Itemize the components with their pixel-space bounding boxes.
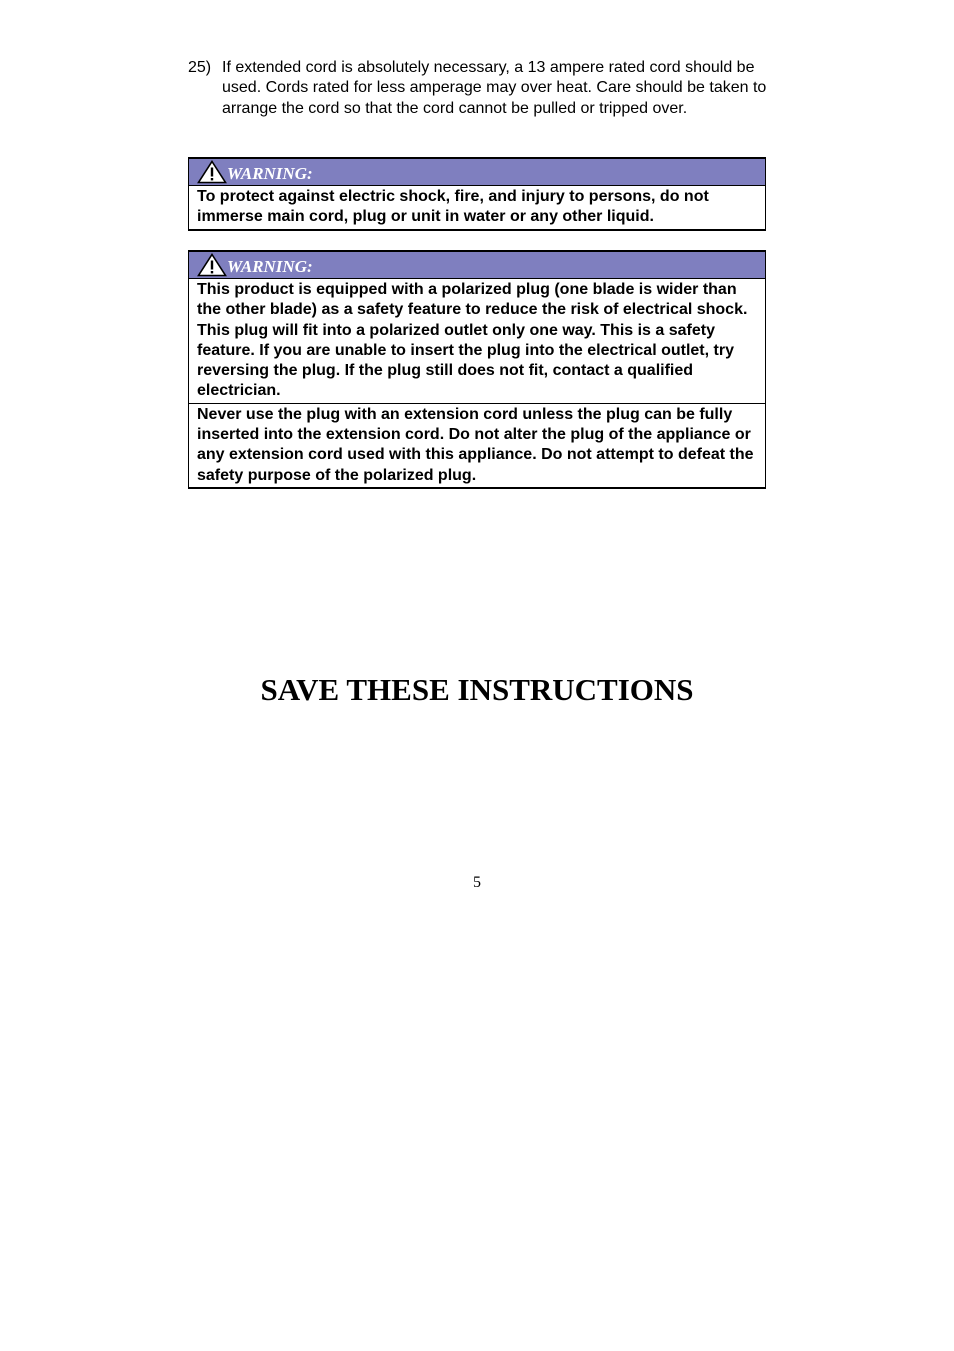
warning-box-immersion bbox=[188, 157, 766, 231]
warning-header bbox=[189, 252, 765, 279]
instruction-number: 25) bbox=[188, 59, 212, 76]
save-instructions-title: SAVE THESE INSTRUCTIONS bbox=[260, 672, 694, 707]
warning-label: WARNING: bbox=[227, 164, 313, 183]
warning-box-polarized-plug bbox=[188, 250, 766, 489]
instruction-text: If extended cord is absolutely necessary, a 13 ampere rated cord should be used. Cords rated for less amperage may over heat. Care should be taken to arrange the cord so that the cord cannot be pulled or tripped over. bbox=[222, 59, 767, 117]
page-number: 5 bbox=[473, 874, 481, 891]
warning-text: To protect against electric shock, fire, and injury to persons, do not immerse main cord, plug or unit in water or any other liquid. bbox=[197, 188, 709, 226]
warning-triangle-icon bbox=[197, 253, 227, 277]
warning-label: WARNING: bbox=[227, 257, 313, 276]
instruction-item-25 bbox=[188, 58, 768, 119]
warning-text-polarized-plug: This product is equipped with a polarized plug (one blade is wider than the other blade) as a safety feature to reduce the risk of electrical shock. This plug will fit into a polarized outlet only one way. This is a safety feature. If you are unable to insert the plug into the electrical outlet, try reversing the plug. If the plug still does not fit, contact a qualified electrician. bbox=[197, 281, 748, 400]
warning-header bbox=[189, 159, 765, 186]
warning-triangle-icon bbox=[197, 160, 227, 184]
warning-text-extension-cord: Never use the plug with an extension cord unless the plug can be fully inserted into the extension cord. Do not alter the plug of the appliance or any extension cord used with this appliance. Do not attempt to defeat the safety purpose of the polarized plug. bbox=[189, 403, 765, 487]
